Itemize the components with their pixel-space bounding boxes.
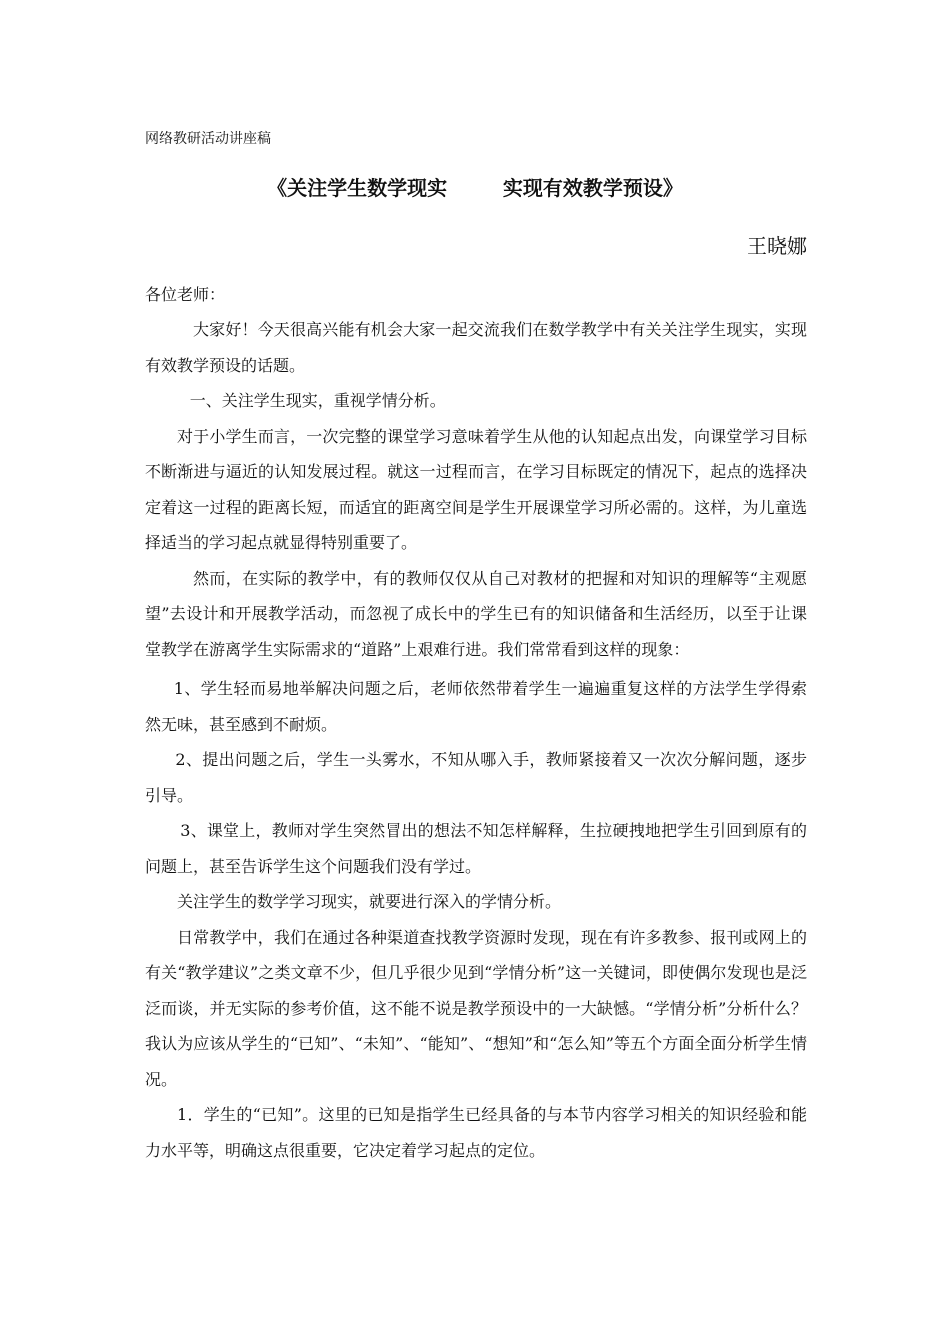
paragraph-intro: 大家好！今天很高兴能有机会大家一起交流我们在数学教学中有关关注学生现实，实现有效教学预设的话题。 bbox=[145, 320, 807, 375]
paragraph: 对于小学生而言，一次完整的课堂学习意味着学生从他的认知起点出发，向课堂学习目标不断渐进与逼近的认知发展过程。就这一过程而言，在学习目标既定的情况下，起点的选择决定着这一过程的距离长短，而适宜的距离空间是学生开展课堂学习所必需的。这样，为儿童选择适当的学习起点就显得特别重要了。 bbox=[145, 426, 807, 552]
list-item: 3、课堂上，教师对学生突然冒出的想法不知怎样解释，生拉硬拽地把学生引回到原有的问题上，甚至告诉学生这个问题我们没有学过。 bbox=[145, 821, 807, 876]
author-name: 王晓娜 bbox=[747, 234, 807, 258]
document-body bbox=[145, 278, 807, 1168]
list-item: 2、提出问题之后，学生一头雾水，不知从哪入手，教师紧接着又一次次分解问题，逐步引导。 bbox=[145, 750, 807, 805]
section-heading-1: 一、关注学生现实，重视学情分析。 bbox=[189, 391, 446, 410]
paragraph: 日常教学中，我们在通过各种渠道查找教学资源时发现，现在有许多教参、报刊或网上的有关“教学建议”之类文章不少，但几乎很少见到“学情分析”这一关键词，即使偶尔发现也是泛泛而谈，并无实际的参考价值，这不能不说是教学预设中的一大缺憾。“学情分析”分析什么？ 我认为应该从学生的“已知”、“未知”、“能知”、“想知”和“怎么知”等五个方面全面分析学生情况。 bbox=[145, 927, 807, 1089]
paragraph: 然而，在实际的教学中，有的教师仅仅从自己对教材的把握和对知识的理解等“主观愿望”去设计和开展教学活动，而忽视了成长中的学生已有的知识储备和生活经历，以至于让课堂教学在游离学生实际需求的“道路”上艰难行进。我们常常看到这样的现象： bbox=[145, 568, 807, 659]
paragraph: 关注学生的数学学习现实，就要进行深入的学情分析。 bbox=[177, 892, 562, 911]
paragraph: 1．学生的“已知”。这里的已知是指学生已经具备的与本节内容学习相关的知识经验和能力水平等，明确这点很重要，它决定着学习起点的定位。 bbox=[145, 1105, 807, 1160]
list-item: 1、学生轻而易地举解决问题之后，老师依然带着学生一遍遍重复这样的方法学生学得索然无味，甚至感到不耐烦。 bbox=[145, 679, 807, 734]
header-note: 网络教研活动讲座稿 bbox=[145, 131, 271, 147]
document-title: 《关注学生数学现实 实现有效教学预设》 bbox=[267, 176, 683, 200]
greeting: 各位老师： bbox=[145, 285, 226, 304]
